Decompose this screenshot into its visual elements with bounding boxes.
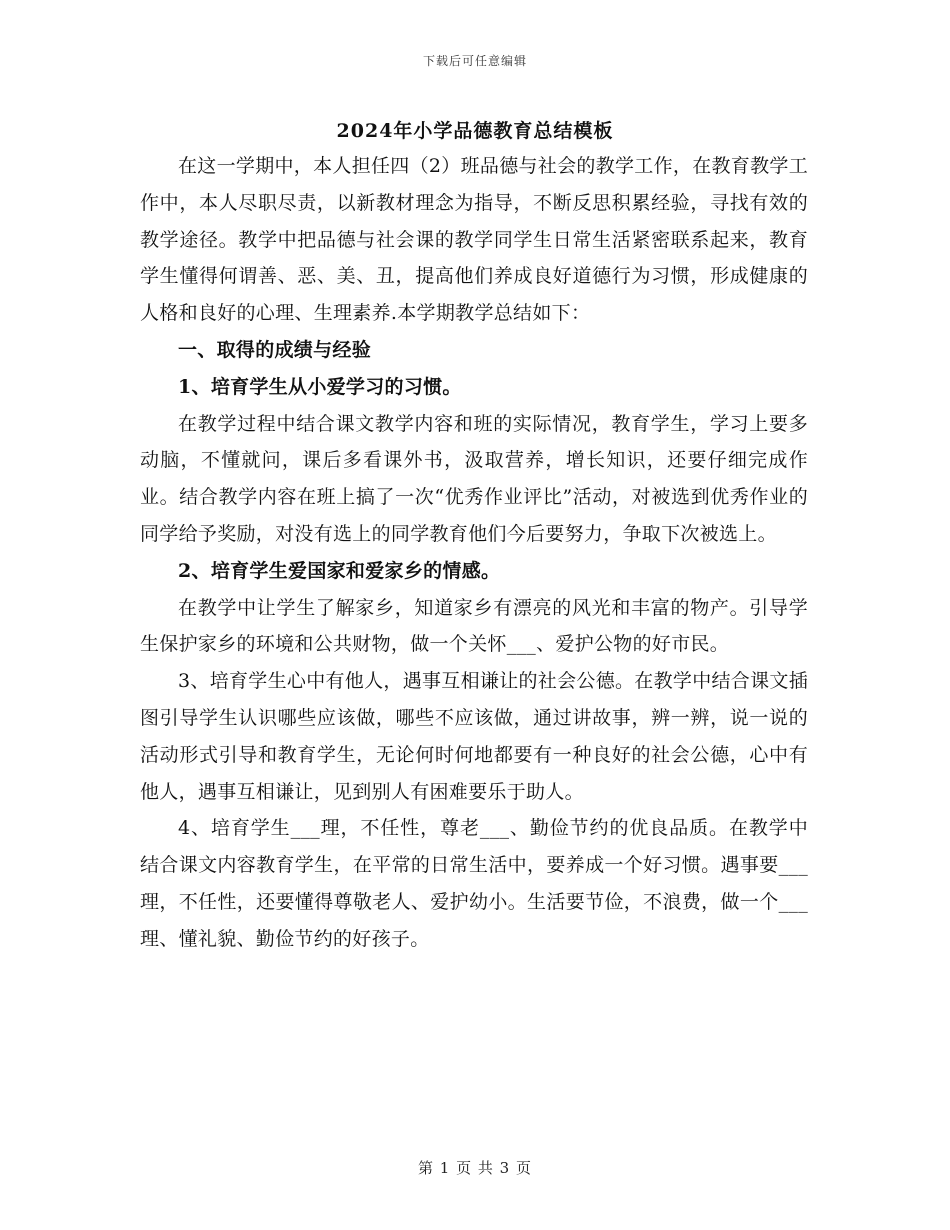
document-body [140,148,808,958]
paragraph-fine-qualities: 4、培育学生___理，不任性，尊老___、勤俭节约的优良品质。在教学中结合课文内容教育学生，在平常的日常生活中，要养成一个好习惯。遇事要___理，不任性，还要懂得尊敬老人、爱护幼小。生活要节俭，不浪费，做一个___理、懂礼貌、勤俭节约的好孩子。 [140,817,808,950]
subheading-love-of-learning: 1、培育学生从小爱学习的习惯。 [178,375,462,398]
subheading-love-of-country: 2、培育学生爱国家和爱家乡的情感。 [178,559,501,582]
document-title: 2024年小学品德教育总结模板 [336,120,614,142]
page-footer: 第 1 页 共 3 页 [418,1159,532,1177]
paragraph-social-morality: 3、培育学生心中有他人，遇事互相谦让的社会公德。在教学中结合课文插图引导学生认识哪些应该做，哪些不应该做，通过讲故事，辨一辨，说一说的活动形式引导和教育学生，无论何时何地都要有一种良好的社会公德，心中有他人，遇事互相谦让，见到别人有困难要乐于助人。 [140,670,808,803]
intro-paragraph: 在这一学期中，本人担任四（2）班品德与社会的教学工作，在教育教学工作中，本人尽职尽责，以新教材理念为指导，不断反思积累经验，寻找有效的教学途径。教学中把品德与社会课的教学同学生日常生活紧密联系起来，教育学生懂得何谓善、恶、美、丑，提高他们养成良好道德行为习惯，形成健康的人格和良好的心理、生理素养.本学期教学总结如下： [140,155,808,325]
section-heading-achievements: 一、取得的成绩与经验 [178,338,372,361]
paragraph-love-of-country: 在教学中让学生了解家乡，知道家乡有漂亮的风光和丰富的物产。引导学生保护家乡的环境和公共财物，做一个关怀___、爱护公物的好市民。 [140,596,808,656]
paragraph-love-of-learning: 在教学过程中结合课文教学内容和班的实际情况，教育学生，学习上要多动脑，不懂就问，课后多看课外书，汲取营养，增长知识，还要仔细完成作业。结合教学内容在班上搞了一次“优秀作业评比”活动，对被选到优秀作业的同学给予奖励，对没有选上的同学教育他们今后要努力，争取下次被选上。 [140,412,808,545]
page-header: 下载后可任意编辑 [422,54,527,68]
